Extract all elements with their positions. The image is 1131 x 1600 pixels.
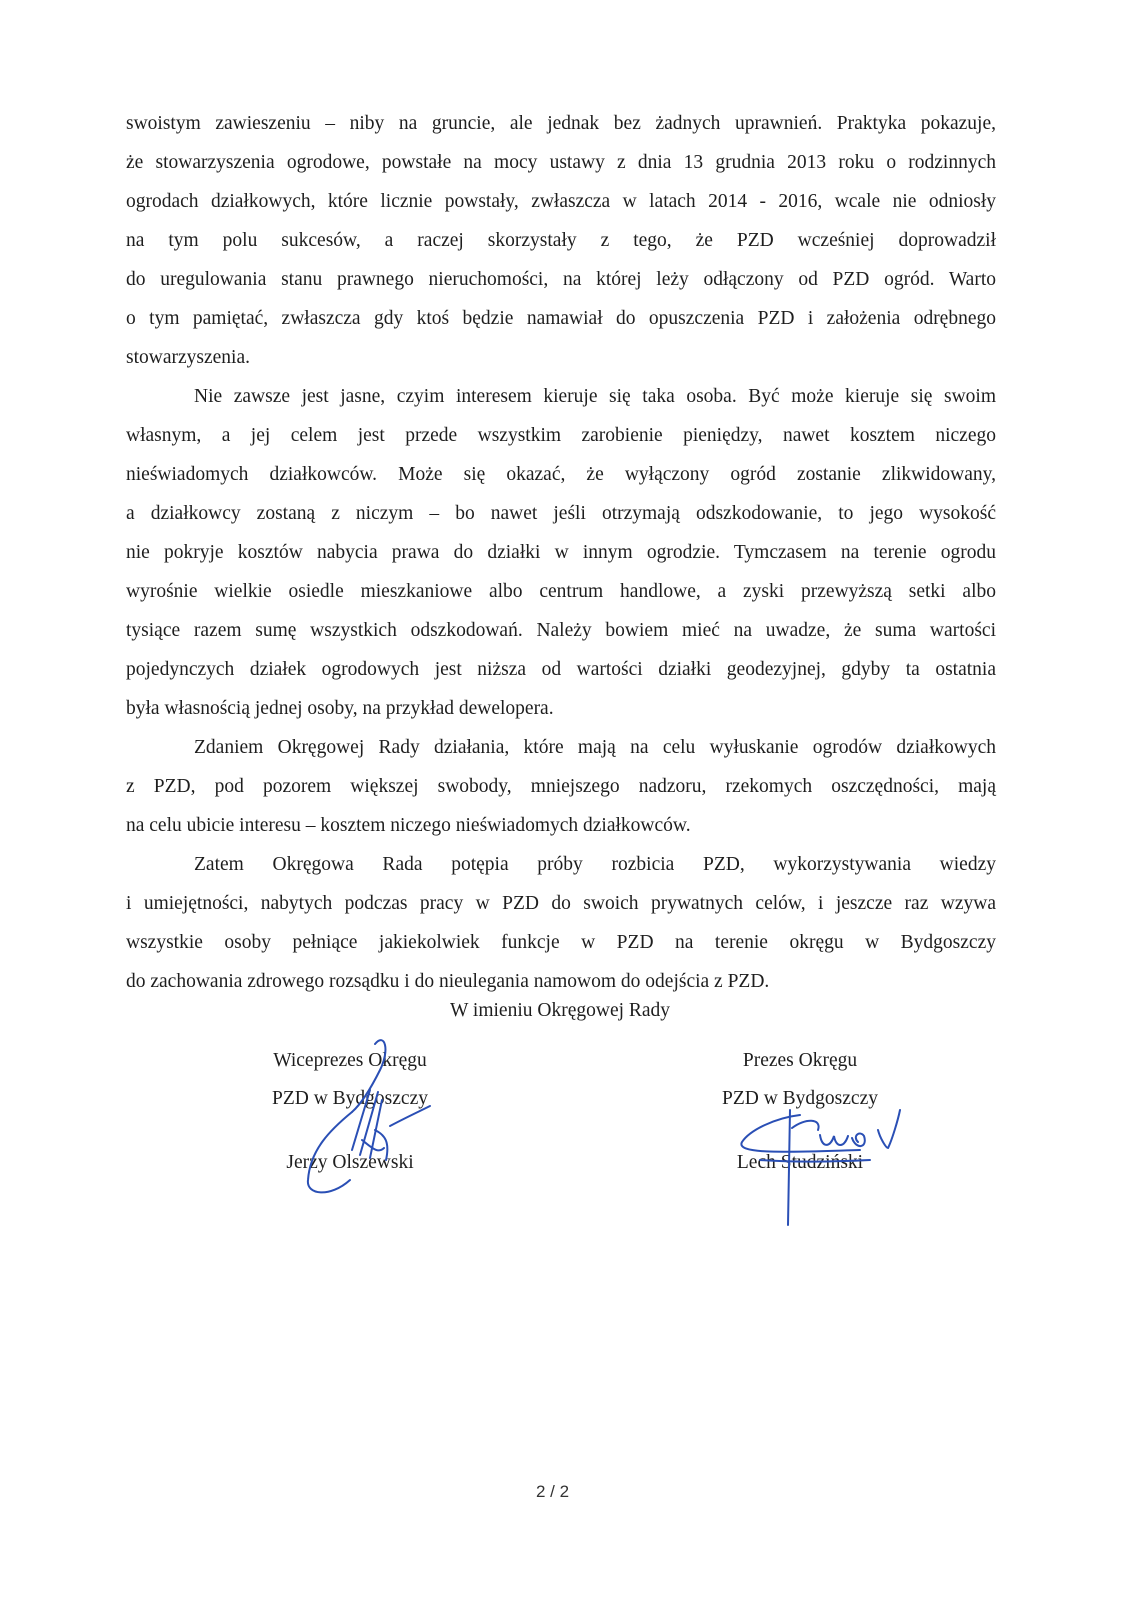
text-line: z PZD, pod pozorem większej swobody, mniejszego nadzoru, rzekomych oszczędności, mają bbox=[126, 776, 996, 797]
signatory-vice-president bbox=[250, 1042, 450, 1182]
page-number: 2 / 2 bbox=[536, 1482, 570, 1501]
letter-body bbox=[126, 104, 996, 1001]
text-line: na celu ubicie interesu – kosztem niczego nieświadomych działkowców. bbox=[126, 815, 691, 836]
text-line: własnym, a jej celem jest przede wszystkim zarobienie pieniędzy, nawet kosztem niczego bbox=[126, 425, 996, 446]
text-line: swoistym zawieszeniu – niby na gruncie, ale jednak bez żadnych uprawnień. Praktyka pokazuje, bbox=[126, 113, 996, 134]
signatory-org: PZD w Bydgoszczy bbox=[722, 1088, 878, 1109]
text-line: tysiące razem sumę wszystkich odszkodowań. Należy bowiem mieć na uwadze, że suma wartości bbox=[126, 620, 996, 641]
text-line: o tym pamiętać, zwłaszcza gdy ktoś będzie namawiał do opuszczenia PZD i założenia odrębnego bbox=[126, 308, 996, 329]
text-line: a działkowcy zostaną z niczym – bo nawet jeśli otrzymają odszkodowanie, to jego wysokość bbox=[126, 503, 996, 524]
text-line: nie pokryje kosztów nabycia prawa do działki w innym ogrodzie. Tymczasem na terenie ogrodu bbox=[126, 542, 996, 563]
paragraph-1 bbox=[126, 104, 996, 377]
text-line: Zdaniem Okręgowej Rady działania, które mają na celu wyłuskanie ogrodów działkowych bbox=[194, 737, 996, 758]
signatory-name: Lech Studziński bbox=[736, 1152, 864, 1173]
signatory-name: Jerzy Olszewski bbox=[286, 1152, 414, 1173]
text-line: do uregulowania stanu prawnego nieruchomości, na której leży odłączony od PZD ogród. Warto bbox=[126, 269, 996, 290]
text-line: Nie zawsze jest jasne, czyim interesem kieruje się taka osoba. Być może kieruje się swoim bbox=[194, 386, 996, 407]
signatory-org: PZD w Bydgoszczy bbox=[272, 1088, 428, 1109]
paragraph-3 bbox=[126, 728, 996, 845]
text-line: nieświadomych działkowców. Może się okazać, że wyłączony ogród zostanie zlikwidowany, bbox=[126, 464, 996, 485]
signatory-title: Wiceprezes Okręgu bbox=[273, 1050, 427, 1071]
text-line: Zatem Okręgowa Rada potępia próby rozbicia PZD, wykorzystywania wiedzy bbox=[194, 854, 996, 875]
text-line: wszystkie osoby pełniące jakiekolwiek funkcje w PZD na terenie okręgu w Bydgoszczy bbox=[126, 932, 996, 953]
text-line: była własnością jednej osoby, na przykład dewelopera. bbox=[126, 698, 554, 719]
paragraph-2 bbox=[126, 377, 996, 728]
text-line: wyrośnie wielkie osiedle mieszkaniowe albo centrum handlowe, a zyski przewyższą setki albo bbox=[126, 581, 996, 602]
closing-line: W imieniu Okręgowej Rady bbox=[450, 1000, 671, 1021]
text-line: ogrodach działkowych, które licznie powstały, zwłaszcza w latach 2014 - 2016, wcale nie odniosły bbox=[126, 191, 996, 212]
text-line: pojedynczych działek ogrodowych jest niższa od wartości działki geodezyjnej, gdyby ta ostatnia bbox=[126, 659, 996, 680]
paragraph-4 bbox=[126, 845, 996, 1001]
text-line: stowarzyszenia. bbox=[126, 347, 250, 368]
signatory-president bbox=[700, 1042, 900, 1182]
signatory-title: Prezes Okręgu bbox=[742, 1050, 858, 1071]
text-line: że stowarzyszenia ogrodowe, powstałe na mocy ustawy z dnia 13 grudnia 2013 roku o rodzinnych bbox=[126, 152, 996, 173]
text-line: i umiejętności, nabytych podczas pracy w PZD do swoich prywatnych celów, i jeszcze raz wzywa bbox=[126, 893, 996, 914]
text-line: na tym polu sukcesów, a raczej skorzystały z tego, że PZD wcześniej doprowadził bbox=[126, 230, 996, 251]
text-line: do zachowania zdrowego rozsądku i do nieulegania namowom do odejścia z PZD. bbox=[126, 971, 770, 992]
